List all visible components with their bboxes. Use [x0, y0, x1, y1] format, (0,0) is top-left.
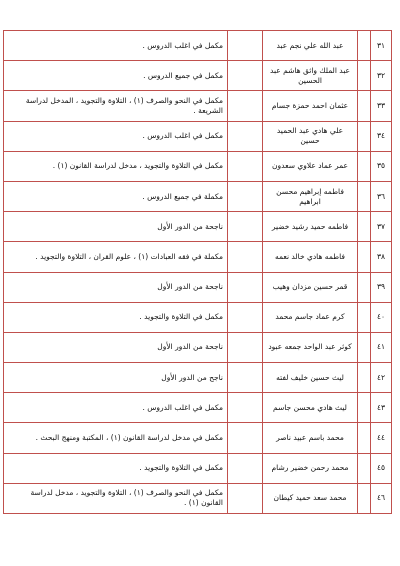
- spacer-cell: [228, 483, 263, 513]
- result-status: مكمل في النحو والصرف (١) ، التلاوة والتجويد ، مدخل لدراسة القانون (١) .: [4, 483, 228, 513]
- student-name: فاطمه حميد رشيد خضير: [263, 212, 358, 242]
- student-name: عبد الملك واثق هاشم عبد الحسين: [263, 61, 358, 91]
- table-row: [4, 363, 392, 393]
- spacer-cell: [228, 272, 263, 302]
- spacer-cell: [358, 363, 371, 393]
- spacer-cell: [358, 242, 371, 272]
- row-number: ٣٦: [371, 181, 392, 211]
- spacer-cell: [358, 453, 371, 483]
- row-number: ٣٥: [371, 151, 392, 181]
- spacer-cell: [358, 393, 371, 423]
- row-number: ٤٣: [371, 393, 392, 423]
- row-number: ٤٥: [371, 453, 392, 483]
- student-results-table: [3, 30, 392, 514]
- spacer-cell: [358, 423, 371, 453]
- spacer-cell: [358, 332, 371, 362]
- student-name: ليث هادي محسن جاسم: [263, 393, 358, 423]
- table-row: [4, 91, 392, 121]
- student-name: محمد باسم عبيد ناصر: [263, 423, 358, 453]
- result-status: مكمل في التلاوة والتجويد .: [4, 302, 228, 332]
- table-row: [4, 453, 392, 483]
- spacer-cell: [228, 302, 263, 332]
- table-row: [4, 423, 392, 453]
- spacer-cell: [228, 453, 263, 483]
- result-status: مكمل في اغلب الدروس .: [4, 121, 228, 151]
- result-status: ناجحة من الدور الأول: [4, 332, 228, 362]
- spacer-cell: [358, 181, 371, 211]
- spacer-cell: [358, 31, 371, 61]
- spacer-cell: [228, 151, 263, 181]
- spacer-cell: [358, 302, 371, 332]
- student-name: كرم عماد جاسم محمد: [263, 302, 358, 332]
- row-number: ٤٢: [371, 363, 392, 393]
- spacer-cell: [228, 31, 263, 61]
- table-row: [4, 31, 392, 61]
- result-status: مكمل في اغلب الدروس .: [4, 393, 228, 423]
- spacer-cell: [358, 272, 371, 302]
- result-status: مكمل في التلاوة والتجويد .: [4, 453, 228, 483]
- spacer-cell: [228, 363, 263, 393]
- row-number: ٣٢: [371, 61, 392, 91]
- result-status: ناجح من الدور الأول: [4, 363, 228, 393]
- result-status: ناجحة من الدور الأول: [4, 212, 228, 242]
- result-status: مكملة في فقه العبادات (١) ، علوم القران ، التلاوة والتجويد .: [4, 242, 228, 272]
- student-name: فاطمه إبراهيم محسن ابراهيم: [263, 181, 358, 211]
- table-row: [4, 212, 392, 242]
- spacer-cell: [228, 393, 263, 423]
- result-status: مكمل في اغلب الدروس .: [4, 31, 228, 61]
- table-row: [4, 483, 392, 513]
- result-status: مكمل في مدخل لدراسة القانون (١) ، المكتبة ومنهج البحث .: [4, 423, 228, 453]
- row-number: ٤٤: [371, 423, 392, 453]
- result-status: مكملة في جميع الدروس .: [4, 181, 228, 211]
- spacer-cell: [358, 212, 371, 242]
- row-number: ٣٨: [371, 242, 392, 272]
- table-row: [4, 332, 392, 362]
- student-name: محمد رحمن خضير رشام: [263, 453, 358, 483]
- spacer-cell: [358, 483, 371, 513]
- result-status: ناجحة من الدور الأول: [4, 272, 228, 302]
- spacer-cell: [358, 91, 371, 121]
- student-name: كوثر عبد الواحد جمعه عبود: [263, 332, 358, 362]
- spacer-cell: [228, 212, 263, 242]
- student-name: فاطمه هادي خالد نعمه: [263, 242, 358, 272]
- spacer-cell: [228, 423, 263, 453]
- student-name: قمر حسين مزدان وهيب: [263, 272, 358, 302]
- row-number: ٣٤: [371, 121, 392, 151]
- spacer-cell: [358, 61, 371, 91]
- table-row: [4, 242, 392, 272]
- student-name: ليث حسين خليف لفته: [263, 363, 358, 393]
- result-status: مكمل في النحو والصرف (١) ، التلاوة والتجويد ، المدخل لدراسة الشريعة .: [4, 91, 228, 121]
- table-body: [4, 31, 392, 514]
- spacer-cell: [228, 121, 263, 151]
- table-row: [4, 151, 392, 181]
- row-number: ٤٦: [371, 483, 392, 513]
- row-number: ٣٩: [371, 272, 392, 302]
- student-name: علي هادي عبد الحميد حسين: [263, 121, 358, 151]
- table-row: [4, 272, 392, 302]
- spacer-cell: [358, 151, 371, 181]
- row-number: ٣٣: [371, 91, 392, 121]
- table-row: [4, 393, 392, 423]
- spacer-cell: [358, 121, 371, 151]
- student-name: عمر عماد علاوي سعدون: [263, 151, 358, 181]
- row-number: ٤١: [371, 332, 392, 362]
- table-row: [4, 61, 392, 91]
- spacer-cell: [228, 181, 263, 211]
- student-name: محمد سعد حميد كيطان: [263, 483, 358, 513]
- table-row: [4, 302, 392, 332]
- result-status: مكمل في التلاوة والتجويد ، مدخل لدراسة القانون (١) .: [4, 151, 228, 181]
- row-number: ٤٠: [371, 302, 392, 332]
- row-number: ٣١: [371, 31, 392, 61]
- result-status: مكمل في جميع الدروس .: [4, 61, 228, 91]
- spacer-cell: [228, 91, 263, 121]
- row-number: ٣٧: [371, 212, 392, 242]
- spacer-cell: [228, 332, 263, 362]
- spacer-cell: [228, 242, 263, 272]
- table-row: [4, 121, 392, 151]
- table-row: [4, 181, 392, 211]
- spacer-cell: [228, 61, 263, 91]
- student-name: عبد الله علي نجم عبد: [263, 31, 358, 61]
- student-name: عثمان احمد حمزة جسام: [263, 91, 358, 121]
